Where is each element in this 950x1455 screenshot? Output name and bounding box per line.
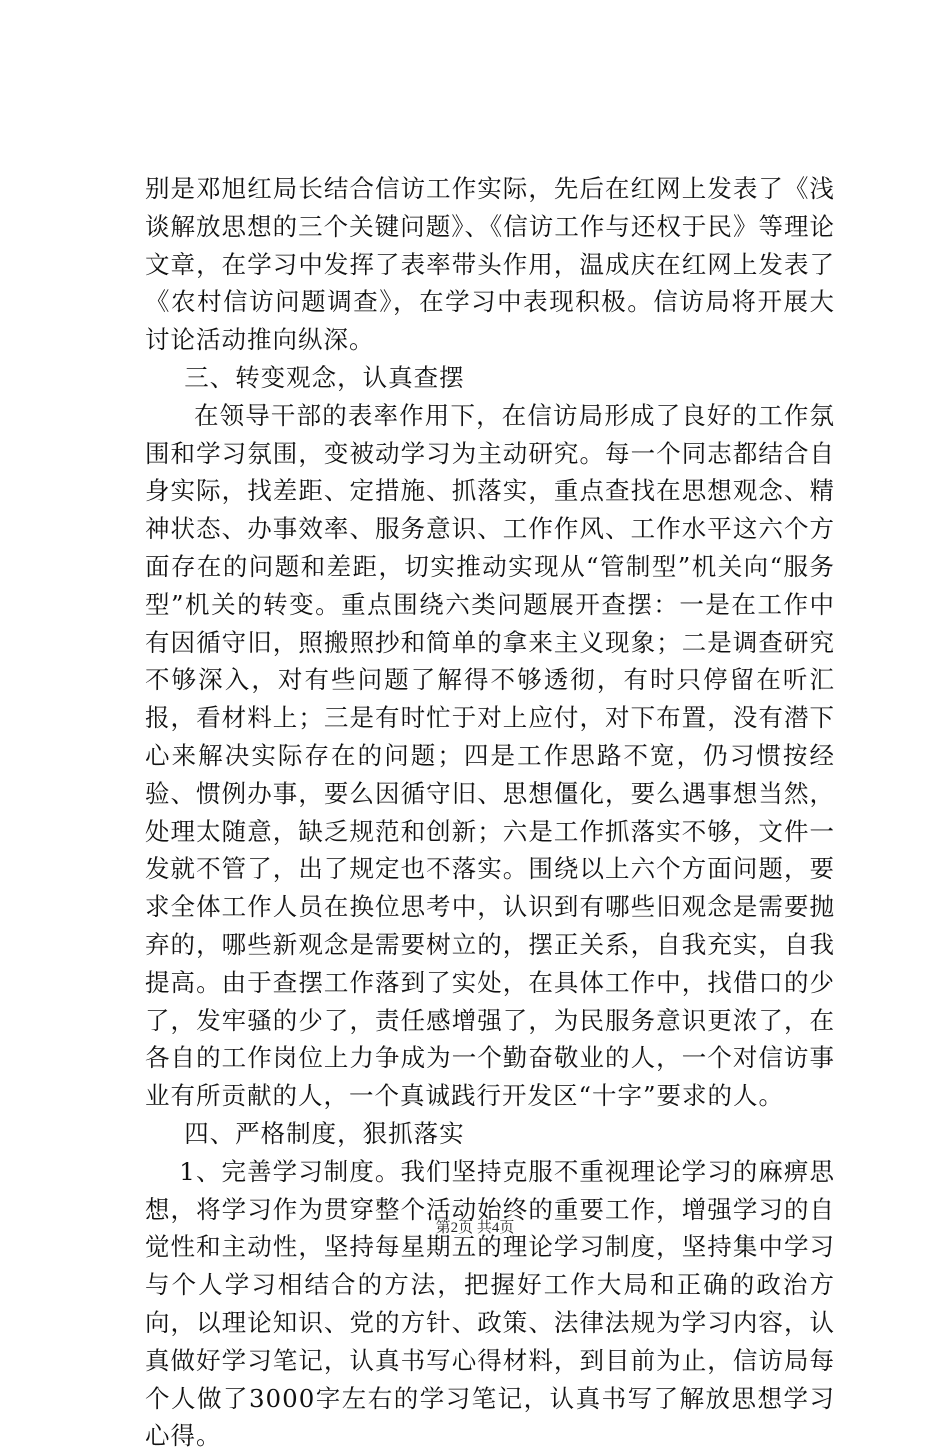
section-heading-3: 三、转变观念，认真查摆 <box>184 362 465 392</box>
body-paragraph: 别是邓旭红局长结合信访工作实际，先后在红网上发表了《浅谈解放思想的三个关键问题》、《信访工作与还权于民》等理论文章，在学习中发挥了表率带头作用，温成庆在红网上发表了《农村信访问题调查》，在学习中表现积极。信访局将开展大讨论活动推向纵深。 <box>145 174 835 355</box>
body-paragraph: 在领导干部的表率作用下，在信访局形成了良好的工作氛围和学习氛围，变被动学习为主动研究。每一个同志都结合自身实际，找差距、定措施、抓落实，重点查找在思想观念、精神状态、办事效率、服务意识、工作作风、工作水平这六个方面存在的问题和差距，切实推动实现从“管制型”机关向“服务型”机关的转变。重点围绕六类问题展开查摆：一是在工作中有因循守旧，照搬照抄和简单的拿来主义现象；二是调查研究不够深入，对有些问题了解得不够透彻，有时只停留在听汇报，看材料上；三是有时忙于对上应付，对下布置，没有潜下心来解决实际存在的问题；四是工作思路不宽，仍习惯按经验、惯例办事，要么因循守旧、思想僵化，要么遇事想当然，处理太随意，缺乏规范和创新；六是工作抓落实不够，文件一发就不管了，出了规定也不落实。围绕以上六个方面问题，要求全体工作人员在换位思考中，认识到有哪些旧观念是需要抛弃的，哪些新观念是需要树立的，摆正关系，自我充实，自我提高。由于查摆工作落到了实处，在具体工作中，找借口的少了，发牢骚的少了，责任感增强了，为民服务意识更浓了，在各自的工作岗位上力争成为一个勤奋敬业的人，一个对信访事业有所贡献的人，一个真诚践行开发区“十字”要求的人。 <box>145 400 835 1111</box>
section-heading-4: 四、严格制度，狠抓落实 <box>184 1118 465 1148</box>
document-body <box>145 170 835 1455</box>
page-number-footer: 第2页 共4页 <box>435 1220 515 1236</box>
body-paragraph: 1、完善学习制度。我们坚持克服不重视理论学习的麻痹思想，将学习作为贯穿整个活动始终的重要工作，增强学习的自觉性和主动性，坚持每星期五的理论学习制度，坚持集中学习与个人学习相结合的方法，把握好工作大局和正确的政治方向，以理论知识、党的方针、政策、法律法规为学习内容，认真做好学习笔记，认真书写心得材料，到目前为止，信访局每个人做了3000字左右的学习笔记，认真书写了解放思想学习心得。 <box>145 1156 835 1451</box>
